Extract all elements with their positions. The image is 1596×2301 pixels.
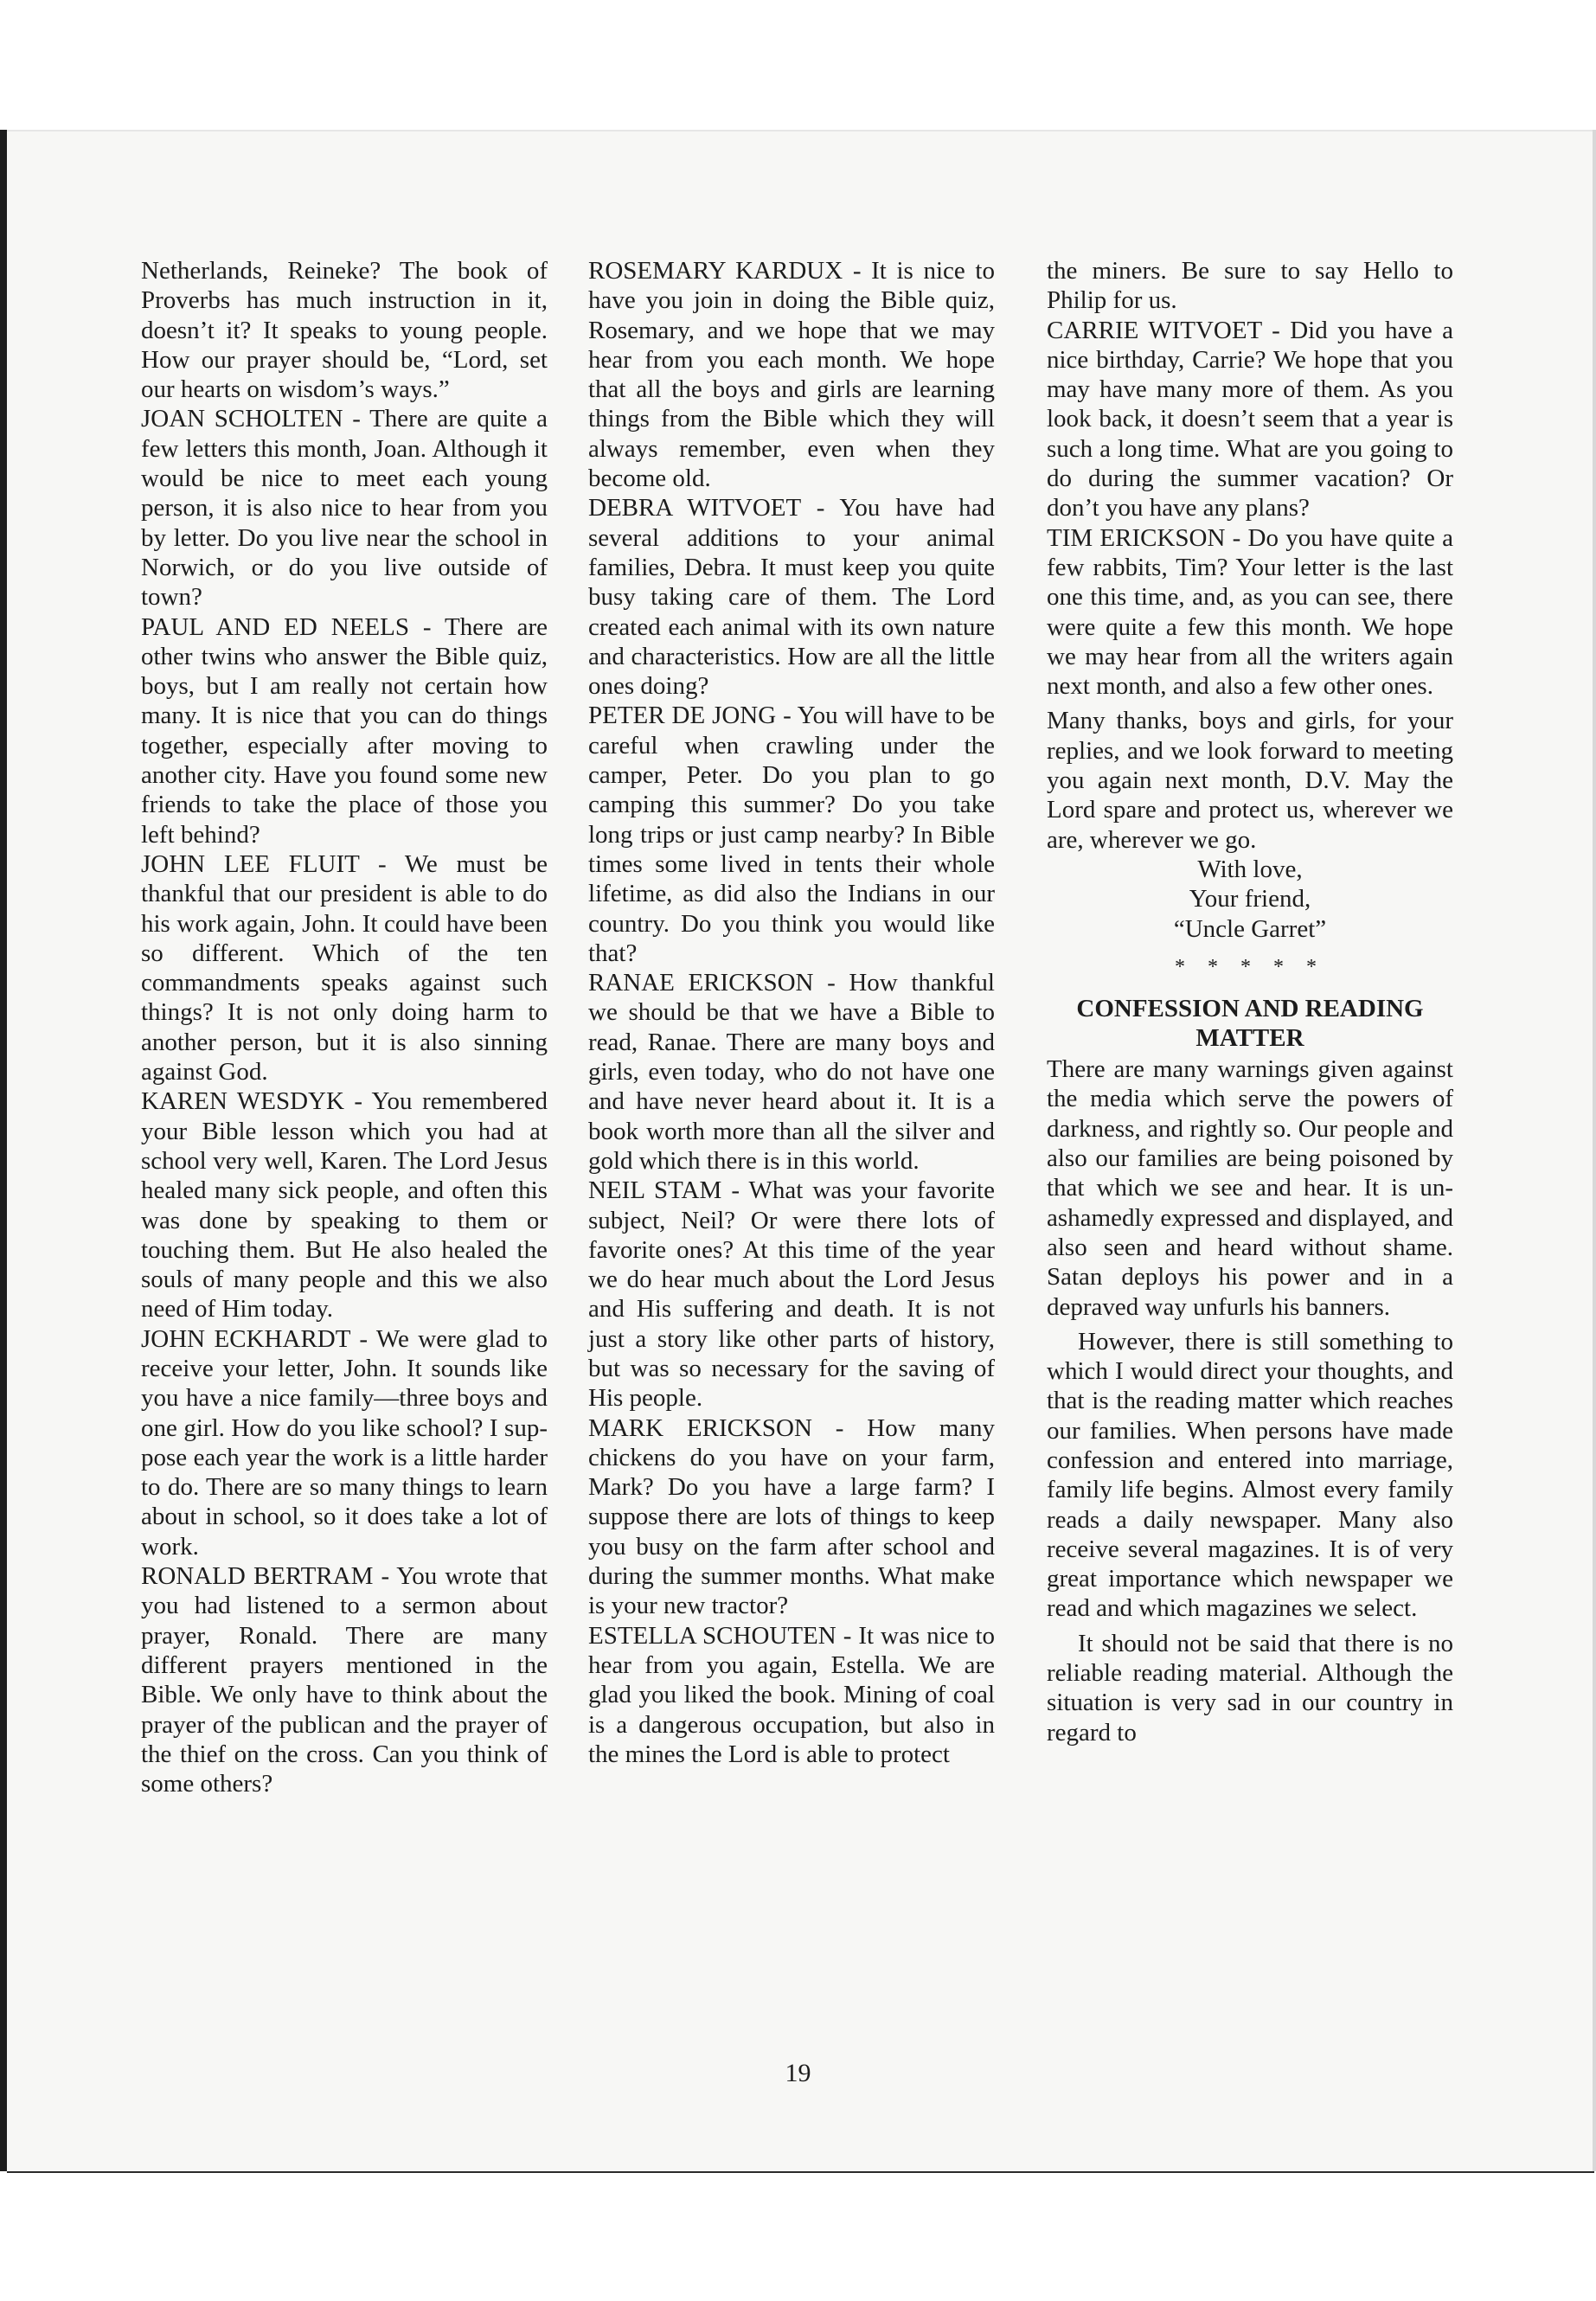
letter-reply: TIM ERICKSON - Do you have quite a few rabbits, Tim? Your letter is the last one this time, and, as you can see, there were quite a few this month. We hope we may hear from all the writers again next month, and also a few other ones.	[1047, 523, 1453, 701]
column-left	[141, 256, 548, 1798]
letter-reply: PAUL AND ED NEELS - There are other twins who answer the Bible quiz, boys, but I am really not certain how many. It is nice that you can do things together, especially after moving to another city. Have you found some new friends to take the place of those you left behind?	[141, 612, 548, 849]
letter-reply: CARRIE WITVOET - Did you have a nice birthday, Carrie? We hope that you may have many more of them. As you look back, it doesn’t seem that a year is such a long time. What are you going to do during the summer vacation? Or don’t you have any plans?	[1047, 316, 1453, 522]
column-right	[1047, 256, 1453, 1747]
letter-reply: JOAN SCHOLTEN - There are quite a few letters this month, Joan. Although it would be nice to meet each young person, it is also nice to hear from you by letter. Do you live near the school in Norwich, or do you live outside of town?	[141, 405, 548, 612]
scan-bottom-margin	[0, 2173, 1596, 2301]
letter-reply: PETER DE JONG - You will have to be careful when crawling under the camper, Peter. Do you plan to go camping this summer? Do you take long trips or just camp nearby? In Bible times some lived in tents their whole lifetime, as did also the Indians in our country. Do you think you would like that?	[588, 702, 995, 967]
letter-reply: the miners. Be sure to say Hello to Philip for us.	[1047, 257, 1453, 315]
column-middle	[588, 256, 995, 1769]
signoff-line: With love,	[1197, 855, 1303, 883]
letter-reply: ROSEMARY KARDUX - It is nice to have you join in doing the Bible quiz, Rosemary, and we hope that we may hear from you each month. We hope that all the boys and girls are learning things from the Bible which they will always remember, even when they become old.	[588, 257, 995, 493]
signoff-signature: “Uncle Garret”	[1173, 914, 1327, 943]
letter-reply: KAREN WESDYK - You remembered your Bible lesson which you had at school very well, Karen. The Lord Jesus healed many sick people, and often this was done by speaking to them or touching them. But He also healed the souls of many people and this we also need of Him today.	[141, 1087, 548, 1324]
section-separator: * * * * *	[1175, 955, 1325, 978]
article-paragraph: It should not be said that there is no reliable reading material. Although the situation is very sad in our country in regard to	[1047, 1629, 1453, 1747]
scan-top-margin	[0, 0, 1596, 130]
letter-reply: Netherlands, Reineke? The book of Proverbs has much instruction in it, doesn’t it? It speaks to young people. How our prayer should be, “Lord, set our hearts on wisdom’s ways.”	[141, 257, 548, 404]
article-title: CONFESSION AND READING MATTER	[1076, 995, 1424, 1053]
letter-reply: RONALD BERTRAM - You wrote that you had listened to a sermon about prayer, Ronald. There are many different prayers mentioned in the Bible. We only have to think about the prayer of the publican and the prayer of the thief on the cross. Can you think of some others?	[141, 1562, 548, 1798]
article-paragraph: There are many warnings given against the media which serve the powers of darkness, and rightly so. Our people and also our families are being poisoned by that which we see and hear. It is unashamedly expressed and displayed, and also seen and heard without shame. Satan deploys his power and in a depraved way unfurls his banners.	[1047, 1055, 1453, 1321]
page-left-edge	[0, 130, 7, 2171]
letter-reply: JOHN LEE FLUIT - We must be thankful that our president is able to do his work again, John. It could have been so different. Which of the ten commandments speaks against such things? It is not only doing harm to another person, but it is also sinning against God.	[141, 849, 548, 1086]
closing-paragraph: Many thanks, boys and girls, for your replies, and we look forward to meeting you again next month, D.V. May the Lord spare and protect us, wherever we are, wherever we go.	[1047, 707, 1453, 854]
letter-reply: ESTELLA SCHOUTEN - It was nice to hear from you again, Estella. We are glad you liked the book. Mining of coal is a dangerous occupation, but also in the mines the Lord is able to protect	[588, 1621, 995, 1768]
page-number: 19	[785, 2059, 811, 2087]
letter-reply: DEBRA WITVOET - You have had several additions to your animal families, Debra. It must keep you quite busy taking care of them. The Lord created each animal with its own nature and characteristics. How are all the little ones doing?	[588, 494, 995, 701]
page-right-edge	[1593, 130, 1596, 2171]
letter-reply: JOHN ECKHARDT - We were glad to receive your letter, John. It sounds like you have a nice family—three boys and one girl. How do you like school? I suppose each year the work is a little harder to do. There are so many things to learn about in school, so it does take a lot of work.	[141, 1324, 548, 1561]
letter-reply: RANAE ERICKSON - How thankful we should be that we have a Bible to read, Ranae. There are many boys and girls, even today, who do not have one and have never heard about it. It is a book worth more than all the silver and gold which there is in this world.	[588, 969, 995, 1175]
signoff-line: Your friend,	[1189, 885, 1311, 913]
letter-reply: MARK ERICKSON - How many chickens do you have on your farm, Mark? Do you have a large farm? I suppose there are lots of things to keep you busy on the farm after school and during the summer months. What make is your new tractor?	[588, 1413, 995, 1620]
letter-reply: NEIL STAM - What was your favorite subject, Neil? Or were there lots of favorite ones? At this time of the year we do hear much about the Lord Jesus and His suffering and death. It is not just a story like other parts of history, but was so necessary for the saving of His people.	[588, 1176, 995, 1413]
article-paragraph: However, there is still something to which I would direct your thoughts, and that is the reading matter which reaches our families. When persons have made confession and entered into marriage, family life begins. Almost every family reads a daily newspaper. Many also receive several magazines. It is of very great importance which newspaper we read and which magazines we select.	[1047, 1327, 1453, 1623]
